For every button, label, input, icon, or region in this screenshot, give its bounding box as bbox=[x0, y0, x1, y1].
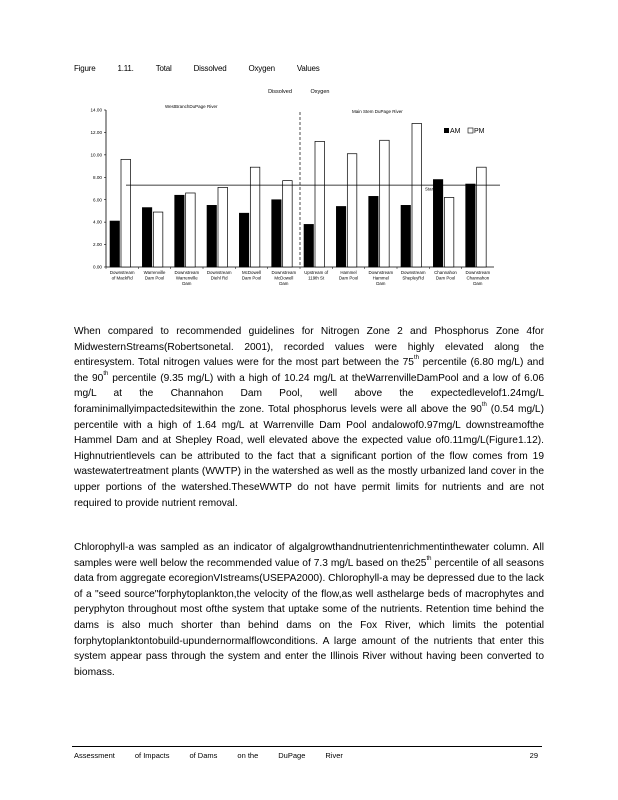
chart-title: Dissolved bbox=[268, 89, 292, 95]
dissolved-oxygen-chart bbox=[70, 84, 548, 294]
am-bar bbox=[466, 184, 476, 267]
am-bar bbox=[239, 213, 249, 267]
x-tick-label: Dam bbox=[182, 281, 192, 287]
figure-caption bbox=[74, 64, 342, 73]
page-footer bbox=[74, 751, 542, 760]
am-bar bbox=[142, 208, 152, 267]
legend-am-label: AM bbox=[450, 128, 461, 135]
y-tick-label: 6.00 bbox=[93, 197, 102, 203]
figure-label: Figure bbox=[74, 64, 96, 73]
pm-bar bbox=[121, 159, 131, 267]
pm-bar bbox=[186, 193, 196, 267]
nutrient-paragraph: When compared to recommended guidelines for Nitrogen Zone 2 and Phosphorus Zone 4for MidwesternStreams(Robertsonetal. 2001), recorded values were highly elevated along the entiresystem. Total nitrogen values were for the most part between the 75th percentile (6.80 mg/L) and the 90th percentile (9.35 mg/L) with a high of 10.24 mg/L at theWarrenvilleDamPool and a low of 6.06 mg/L at the Channahon Dam Pool, well above the expectedlevelof1.24mg/L foraminimallyimpactedsitewithin the zone. Total phosphorus levels were all above the 90th (0.54 mg/L) percentile with a high of 1.64 mg/L at Warrenville Dam Pool andalowof0.97mg/L downstreamofthe Hammel Dam and at Shepley Road, well elevated above the expected value of0.11mg/L(Figure1.12). Highnutrientlevels can be attributed to the fact that a significant portion of the flow comes from 19 wastewatertreatment plants (WWTP) in the watershed as well as the mostly urbanized land cover in the upper portions of the watershed.TheseWWTP do not have permit limits for nutrients and are not required to provide nutrient removal. bbox=[74, 326, 544, 509]
chart-title: Oxygen bbox=[310, 89, 330, 95]
x-tick-label: Warrenville bbox=[143, 270, 166, 275]
region-label: WestBranchDuPage River bbox=[165, 104, 218, 109]
footer-title: Assessment of Impacts of Dams on the DuPage River bbox=[74, 751, 343, 760]
am-bar bbox=[110, 221, 120, 267]
x-tick-label: Dam bbox=[376, 281, 386, 287]
page-number: 29 bbox=[529, 751, 538, 760]
x-tick-label: Dam bbox=[279, 281, 289, 287]
x-tick-label: Downstream bbox=[400, 270, 426, 275]
figure-title-word: Total bbox=[155, 64, 172, 73]
x-tick-label: Downstream bbox=[271, 270, 297, 275]
x-tick-label: Dam Pool bbox=[241, 275, 262, 281]
x-tick-label: Dam Pool bbox=[435, 275, 456, 281]
x-tick-label: Dam bbox=[473, 281, 483, 287]
x-tick-label: McDowell bbox=[241, 270, 262, 275]
am-bar bbox=[304, 224, 314, 267]
footer-rule bbox=[72, 746, 542, 747]
chlorophyll-paragraph: Chlorophyll-a was sampled as an indicator of algalgrowthandnutrientenrichmentinthewater column. All samples were well below the recommended value of 7.3 mg/L based on the25th percentile of all seasons data from aggregate ecoregionVIstreams(USEPA2000). Chlorophyll-a may be depressed due to the lack of a "seed source"forphytoplankton,the velocity of the flow,as well asthelarge beds of macrophytes and peryphyton throughout most ofthe system that uptake some of the nutrients. Retention time behind the dams is also much shorter than behind dams on the Fox River, which limits the potential forphytoplanktontobuild-upundernormalflowconditions. A large amount of the nutrients that enter this system appear pass through the system and enter the Illinois River without having been converted to biomass. bbox=[74, 542, 544, 678]
am-bar bbox=[336, 206, 346, 267]
x-tick-label: Downstream bbox=[109, 270, 135, 275]
x-tick-label: Downstream bbox=[174, 270, 200, 275]
pm-bar bbox=[153, 212, 163, 267]
am-bar bbox=[175, 195, 185, 267]
pm-bar bbox=[283, 181, 293, 267]
am-bar bbox=[401, 205, 411, 267]
pm-bar bbox=[347, 154, 357, 267]
pm-bar bbox=[250, 167, 259, 267]
figure-title-word: Dissolved bbox=[193, 64, 227, 73]
legend-pm-label: PM bbox=[474, 128, 485, 135]
figure-title-word: Values bbox=[296, 64, 320, 73]
y-tick-label: 2.00 bbox=[93, 242, 102, 248]
pm-bar bbox=[444, 197, 454, 267]
x-tick-label: Downstream bbox=[206, 270, 232, 275]
x-tick-label: 119th St bbox=[308, 275, 325, 281]
am-bar bbox=[369, 196, 379, 267]
x-tick-label: Diehl Rd bbox=[210, 275, 228, 281]
region-label: Main Stem DuPage River bbox=[352, 109, 403, 114]
pm-bar bbox=[315, 141, 325, 267]
x-tick-label: ShepleyRd bbox=[402, 275, 424, 281]
legend-pm-swatch bbox=[468, 128, 473, 133]
x-tick-label: Downstream bbox=[368, 270, 394, 275]
x-tick-label: of MackRd bbox=[111, 275, 133, 281]
am-bar bbox=[207, 205, 217, 267]
figure-number: 1.11. bbox=[117, 64, 134, 73]
x-tick-label: Downstream bbox=[465, 270, 491, 275]
standard-label: Standard bbox=[425, 186, 443, 192]
x-tick-label: Hammel bbox=[340, 270, 357, 275]
pm-bar bbox=[477, 167, 487, 267]
x-tick-label: Dam Pool bbox=[338, 275, 359, 281]
pm-bar bbox=[380, 140, 390, 267]
x-tick-label: Hammel bbox=[372, 275, 390, 281]
x-tick-label: Channahon bbox=[466, 275, 490, 281]
y-tick-label: 4.00 bbox=[93, 219, 102, 225]
x-tick-label: Warrenville bbox=[175, 275, 198, 281]
y-tick-label: 8.00 bbox=[93, 174, 102, 180]
am-bar bbox=[433, 180, 443, 267]
am-bar bbox=[272, 200, 282, 267]
figure-title-word: Oxygen bbox=[248, 64, 275, 73]
x-tick-label: Dam Pool bbox=[144, 275, 165, 281]
pm-bar bbox=[412, 123, 422, 267]
y-tick-label: 12.00 bbox=[90, 130, 102, 136]
y-tick-label: 10.00 bbox=[90, 152, 102, 158]
legend-am-swatch bbox=[444, 128, 449, 133]
x-tick-label: McDowell bbox=[274, 275, 294, 281]
x-tick-label: Channahon bbox=[434, 270, 457, 275]
y-tick-label: 14.00 bbox=[90, 107, 102, 113]
pm-bar bbox=[218, 187, 228, 267]
y-tick-label: 0.00 bbox=[93, 264, 102, 270]
x-tick-label: Upstream of bbox=[304, 270, 329, 275]
